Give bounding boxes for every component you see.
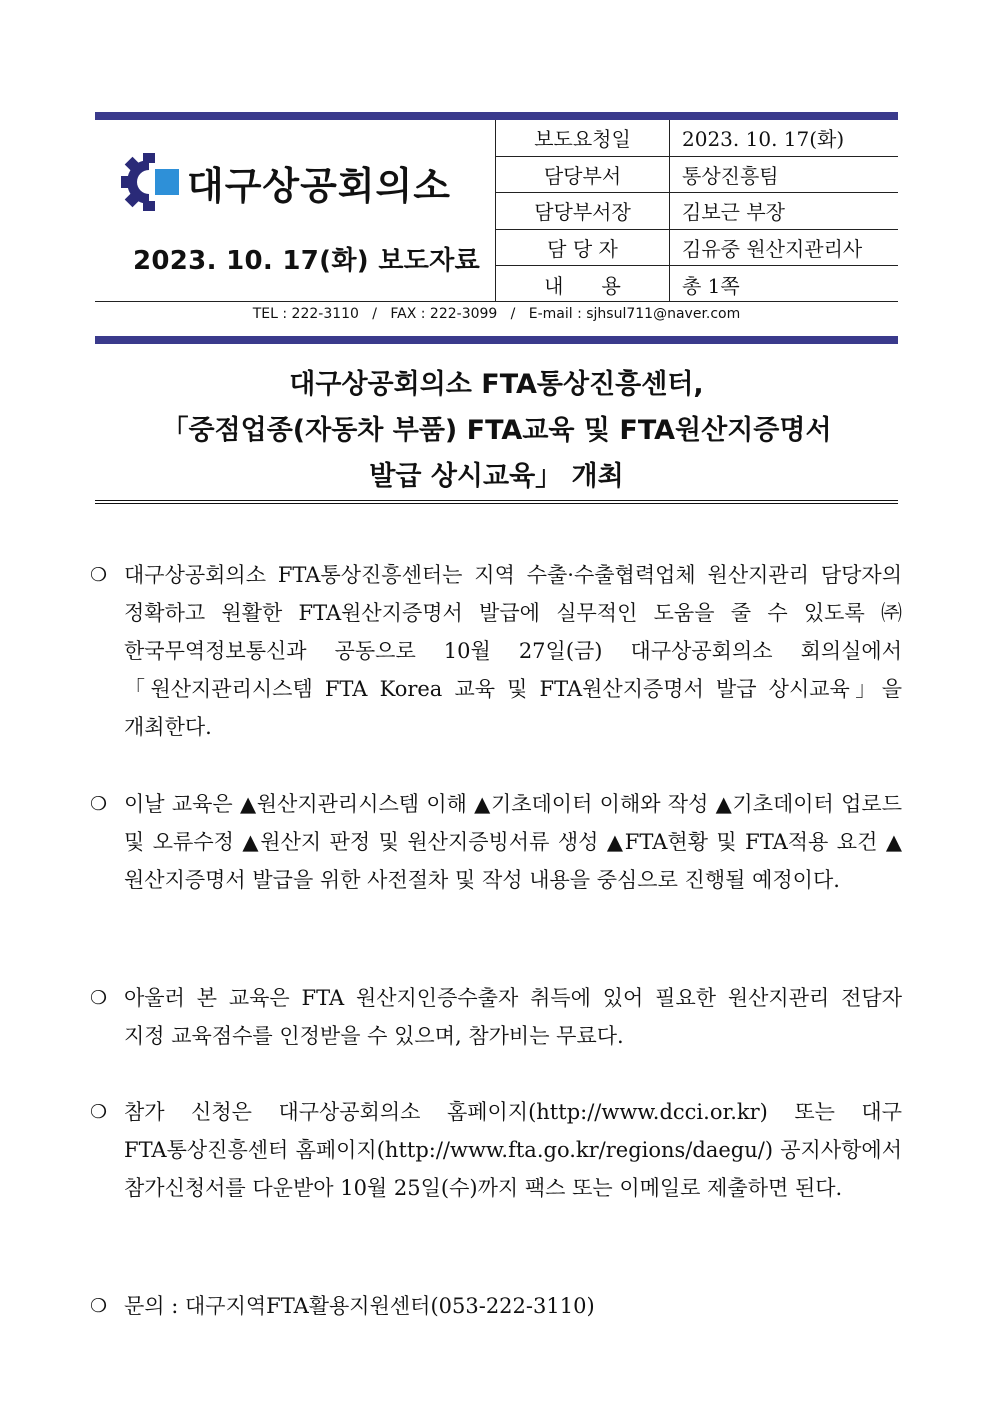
- body-paragraph: [90, 785, 902, 899]
- headline-underline: [95, 500, 898, 501]
- paragraph-text: 문의 : 대구지역FTA활용지원센터(053-222-3110): [124, 1294, 595, 1318]
- info-value: 김유중 원산지관리사: [670, 229, 899, 265]
- gear-logo-icon: [119, 152, 181, 212]
- contact-line: TEL : 222-3110 / FAX : 222-3099 / E-mail : sjhsul711@naver.com: [252, 306, 741, 322]
- info-label: 담당부서장: [496, 193, 670, 229]
- organization-name: 대구상공회의소: [187, 163, 451, 208]
- press-release-header: [95, 120, 898, 302]
- info-row: [496, 156, 899, 192]
- organization-logo: [119, 152, 451, 212]
- header-top-rule: [95, 112, 898, 120]
- body-paragraph: [90, 556, 902, 746]
- press-info-table: [495, 120, 898, 302]
- info-value: 김보근 부장: [670, 193, 899, 229]
- info-row: [496, 193, 899, 229]
- info-row: [496, 229, 899, 265]
- info-label: 담 당 자: [496, 229, 670, 265]
- info-label: 내 용: [496, 266, 670, 302]
- info-value: 통상진흥팀: [670, 156, 899, 192]
- body-paragraph: [90, 979, 902, 1055]
- info-row: [496, 120, 899, 156]
- headline-underline: [95, 503, 898, 504]
- press-release-date: 2023. 10. 17(화) 보도자료: [133, 246, 480, 276]
- headline-line-1: 대구상공회의소 FTA통상진흥센터,: [289, 369, 704, 400]
- paragraph-text: 대구상공회의소 FTA통상진흥센터는 지역 수출·수출협력업체 원산지관리 담당자의 정확하고 원활한 FTA원산지증명서 발급에 실무적인 도움을 줄 수 있도록 ㈜한국무역정보통신과 공동으로 10월 27일(금) 대구상공회의소 회의실에서 「원산지관리시스템 FTA Korea 교육 및 FTA원산지증명서 발급 상시교육」을 개최한다.: [124, 563, 902, 739]
- paragraph-text: 이날 교육은 ▲원산지관리시스템 이해 ▲기초데이터 이해와 작성 ▲기초데이터 업로드 및 오류수정 ▲원산지 판정 및 원산지증빙서류 생성 ▲FTA현황 및 FTA적용 요건 ▲원산지증명서 발급을 위한 사전절차 및 작성 내용을 중심으로 진행될 예정이다.: [124, 792, 902, 892]
- headline-line-3: 발급 상시교육」 개최: [369, 461, 624, 492]
- header-bottom-rule: [95, 336, 898, 344]
- bullet-icon: ❍: [90, 793, 108, 815]
- info-row: [496, 266, 899, 302]
- paragraph-text: 아울러 본 교육은 FTA 원산지인증수출자 취득에 있어 필요한 원산지관리 전담자 지정 교육점수를 인정받을 수 있으며, 참가비는 무료다.: [124, 986, 902, 1048]
- body-paragraph: [90, 1093, 902, 1207]
- bullet-icon: ❍: [90, 564, 108, 586]
- info-value: 2023. 10. 17(화): [670, 120, 899, 156]
- bullet-icon: ❍: [90, 1295, 108, 1317]
- info-label: 담당부서: [496, 156, 670, 192]
- info-label: 보도요청일: [496, 120, 670, 156]
- body-paragraph: [90, 1287, 902, 1325]
- headline: [95, 362, 898, 500]
- bullet-icon: ❍: [90, 987, 108, 1009]
- bullet-icon: ❍: [90, 1101, 108, 1123]
- paragraph-text: 참가 신청은 대구상공회의소 홈페이지(http://www.dcci.or.kr) 또는 대구 FTA통상진흥센터 홈페이지(http://www.fta.go.kr/regions/daegu/) 공지사항에서 참가신청서를 다운받아 10월 25일(수)까지 팩스 또는 이메일로 제출하면 된다.: [124, 1100, 902, 1200]
- header-left-panel: [95, 120, 496, 302]
- headline-line-2: 「중점업종(자동차 부품) FTA교육 및 FTA원산지증명서: [161, 415, 832, 446]
- info-value: 총 1쪽: [670, 266, 899, 302]
